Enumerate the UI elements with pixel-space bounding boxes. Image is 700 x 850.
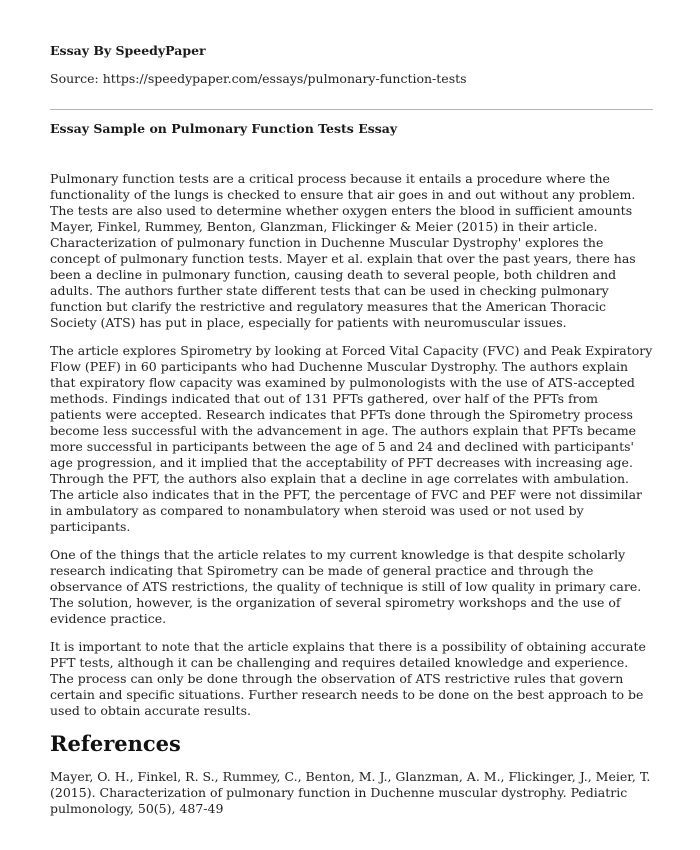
references-heading: References [50, 731, 181, 756]
paragraph-2: The article explores Spirometry by looking at Forced Vital Capacity (FVC) and Peak Expiratory Flow (PEF) in 60 participants who had Duchenne Muscular Dystrophy. The authors explain that expiratory flow capacity was examined by pulmonologists with the use of ATS-accepted methods. Findings indicated that out of 131 PFTs gathered, over half of the PFTs from patients were accepted. Research indicates that PFTs done through the Spirometry process become less successful with the advancement in age. The authors explain that PFTs became more successful in participants between the age of 5 and 24 and declined with participants' age progression, and it implied that the acceptability of PFT decreases with increasing age. Through the PFT, the authors also explain that a decline in age correlates with ambulation. The article also indicates that in the PFT, the percentage of FVC and PEF were not dissimilar in ambulatory as compared to nonambulatory when steroid was used or not used by participants. [50, 343, 653, 534]
site-header-title: Essay By SpeedyPaper [50, 43, 206, 58]
header-divider [50, 109, 653, 110]
reference-entry: Mayer, O. H., Finkel, R. S., Rummey, C., Benton, M. J., Glanzman, A. M., Flickinger, J., Meier, T. (2015). Characterization of pulmonary function in Duchenne muscular dystrophy. Pediatric pulmonology, 50(5), 487-49 [50, 769, 651, 816]
source-label: Source: [50, 71, 99, 86]
paragraph-4: It is important to note that the article explains that there is a possibility of obtaining accurate PFT tests, although it can be challenging and requires detailed knowledge and experience. The process can only be done through the observation of ATS restrictive rules that govern certain and specific situations. Further research needs to be done on the best approach to be used to obtain accurate results. [50, 639, 646, 718]
essay-body [50, 171, 653, 829]
source-line [50, 71, 467, 86]
paragraph-1: Pulmonary function tests are a critical process because it entails a procedure where the functionality of the lungs is checked to ensure that air goes in and out without any problem. The tests are also used to determine whether oxygen enters the blood in sufficient amounts Mayer, Finkel, Rummey, Benton, Glanzman, Flickinger & Meier (2015) in their article. Characterization of pulmonary function in Duchenne Muscular Dystrophy' explores the concept of pulmonary function tests. Mayer et al. explain that over the past years, there has been a decline in pulmonary function, causing death to several people, both children and adults. The authors further state different tests that can be used in checking pulmonary function but clarify the restrictive and regulatory measures that the American Thoracic Society (ATS) has put in place, especially for patients with neuromuscular issues. [50, 171, 636, 330]
paragraph-3: One of the things that the article relates to my current knowledge is that despite scholarly research indicating that Spirometry can be made of general practice and through the observance of ATS restrictions, the quality of technique is still of low quality in primary care. The solution, however, is the organization of several spirometry workshops and the use of evidence practice. [50, 547, 642, 626]
essay-title: Essay Sample on Pulmonary Function Tests Essay [50, 121, 398, 136]
source-url: https://speedypaper.com/essays/pulmonary-function-tests [102, 71, 467, 86]
